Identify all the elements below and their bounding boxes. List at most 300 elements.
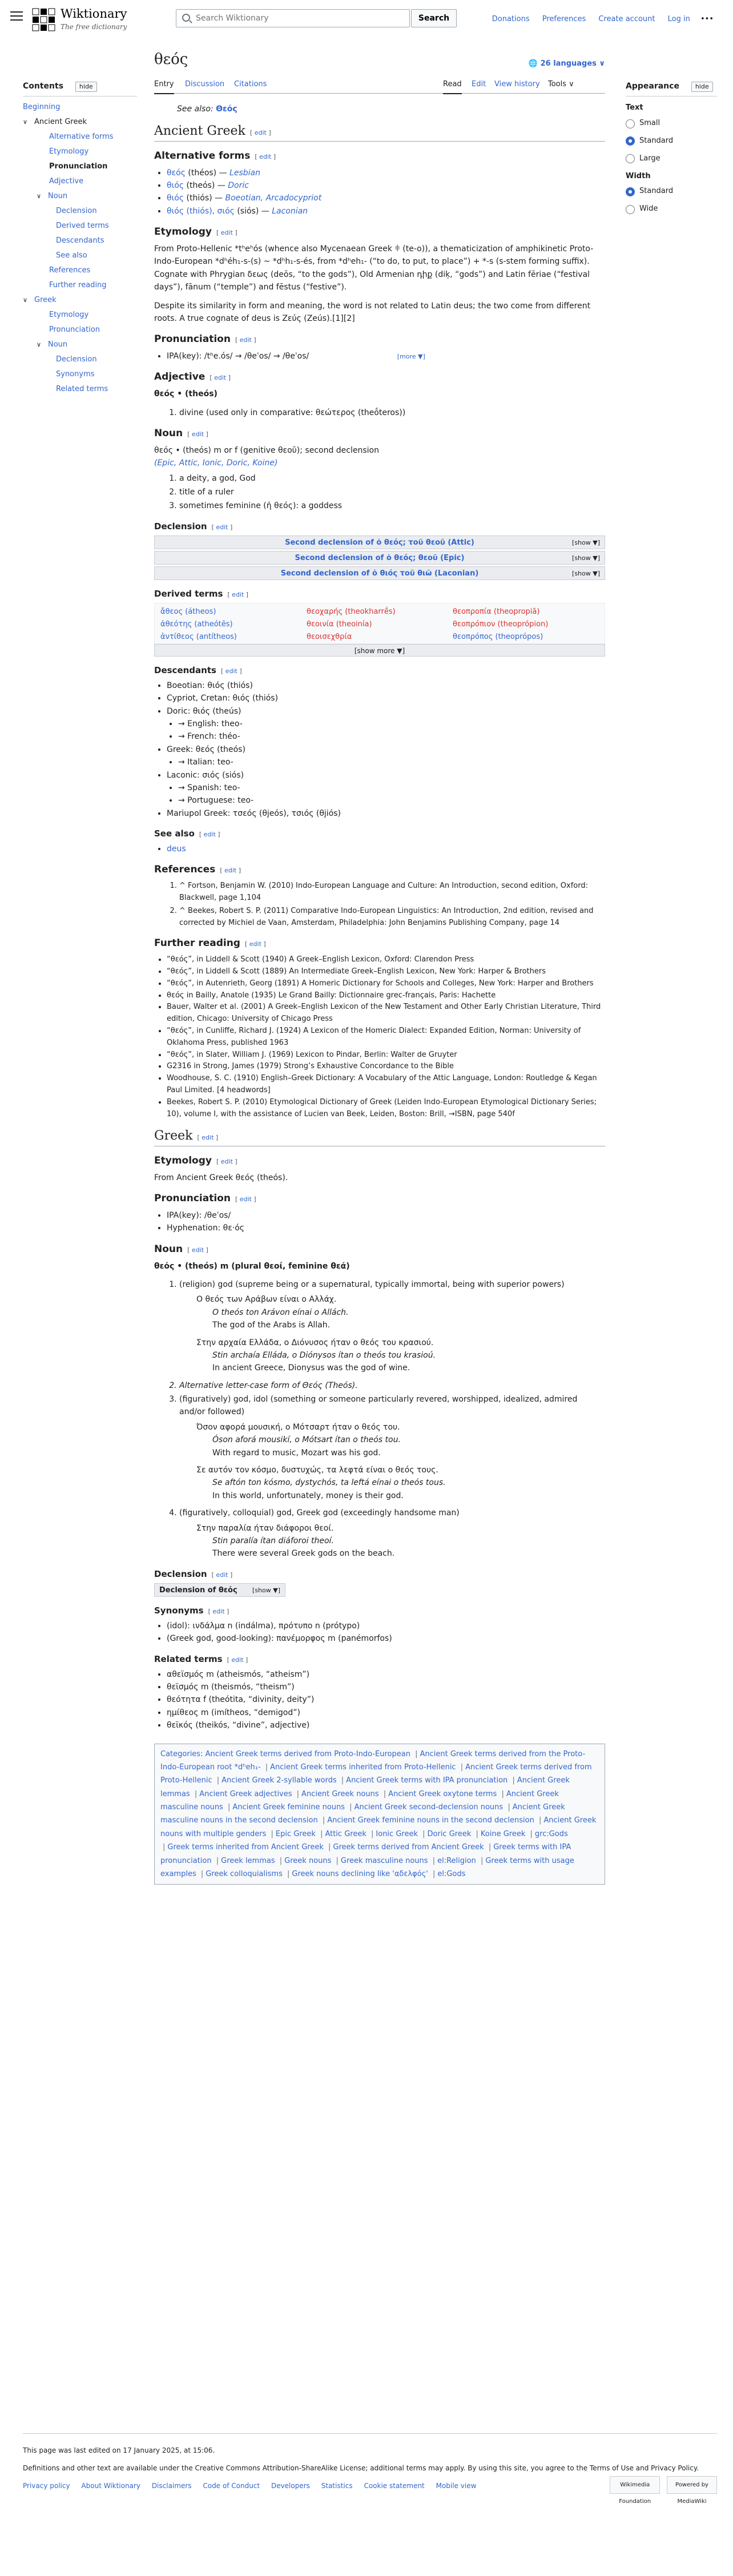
list-item: • ημίθεος m (imítheos, “demigod”)	[167, 1706, 605, 1719]
category-separator: |	[227, 1803, 231, 1812]
category-link[interactable]: Ancient Greek adjectives	[199, 1789, 292, 1798]
category-link[interactable]: Doric Greek	[427, 1829, 472, 1838]
tab-citations[interactable]: Citations	[234, 79, 267, 88]
list-item: • G2316 in Strong, James (1979) Strong’s Exhaustive Concordance to the Bible	[167, 1061, 605, 1073]
entry-body	[154, 94, 605, 1885]
synonyms-list	[167, 1620, 605, 1645]
category-link[interactable]: Ancient Greek terms derived from Proto-Hellenic	[160, 1762, 592, 1785]
search-icon	[182, 14, 190, 22]
category-separator: |	[296, 1789, 300, 1798]
list-item: • → Spanish: teo-	[178, 782, 605, 794]
edit-link[interactable]: [ edit ]	[235, 1196, 256, 1204]
footer-link[interactable]: Developers	[271, 2482, 310, 2490]
category-separator: |	[460, 1762, 464, 1772]
derived-terms-list	[154, 603, 605, 644]
text-size-large-option[interactable]	[626, 153, 717, 165]
usage-example: Στην παραλία ήταν διάφοροι θεοί. Stin paralía ítan diáforoi theoí. There were several Greek gods on the beach.	[196, 1523, 395, 1559]
edit-link[interactable]: [ edit ]	[210, 374, 231, 382]
site-wordmark[interactable]: Wiktionary	[61, 7, 127, 21]
category-link[interactable]: el:Gods	[437, 1870, 466, 1879]
toc-link-ancient-greek[interactable]: Ancient Greek	[34, 118, 87, 127]
footer-badges	[605, 2476, 717, 2506]
section-references: References [ edit ]	[154, 864, 241, 876]
category-separator: |	[216, 1856, 219, 1865]
footer-link[interactable]: Disclaimers	[151, 2482, 192, 2490]
category-separator: |	[415, 1749, 418, 1758]
edit-link[interactable]: [ edit ]	[227, 1656, 248, 1664]
list-item: • Greek: θεός (theós)	[167, 743, 605, 756]
etymology-paragraph: From Proto-Hellenic *tʰeʰós (whence also Mycenaean Greek 𐀳 (te-o)), a thematicization of amphikinetic Proto-Indo-European *dʰéh₁-s-(s) ~ *dʰh₁-s-és, from *dʰeh₁- (“to do, to put, to place”) + *-s (s-stem forming suffix). Cognate with Phrygian δεως (deōs, “to the gods”), Old Armenian դիք (diķ, “gods”) and Latin fēriae (“festival days”), fānum (“temple”) and fēstus (“festive”).	[154, 244, 594, 292]
section-greek-pronunciation: Pronunciation [ edit ]	[154, 1193, 256, 1205]
category-link[interactable]: Greek terms with IPA pronunciation	[160, 1843, 571, 1865]
text-size-label: Text	[626, 103, 643, 112]
section-greek-related-terms: Related terms [ edit ]	[154, 1653, 248, 1664]
section-noun: Noun [ edit ]	[154, 428, 208, 440]
section-greek-synonyms: Synonyms [ edit ]	[154, 1605, 229, 1616]
toc-link-noun[interactable]: Noun	[48, 192, 68, 201]
license-notice: Definitions and other text are available under the Creative Commons Attribution-ShareAlike License; additional terms may apply. By using this site, you agree to the Terms of Use and Privacy Policy.	[23, 2464, 699, 2473]
toc-item[interactable]	[23, 234, 137, 248]
toc-link-greek-declension[interactable]: Declension	[56, 355, 97, 364]
appearance-title: Appearance	[626, 82, 679, 91]
see-also-list	[167, 843, 605, 855]
descendants-list	[167, 679, 605, 820]
show-toggle[interactable]: [show ▼]	[572, 569, 600, 577]
list-item: • θεϊκός (theikós, “divine”, adjective)	[167, 1719, 605, 1732]
tools-label: Tools	[548, 79, 567, 88]
category-link[interactable]: Koine Greek	[480, 1829, 526, 1838]
usage-example: Ο θεός των Αράβων είναι ο Αλλάχ. O theós ton Arávon eínai o Allách. The god of the Arabs is Allah.	[196, 1295, 349, 1330]
category-link[interactable]: Greek colloquialisms	[206, 1870, 283, 1879]
pronunciation-list	[167, 350, 605, 363]
toc-item[interactable]	[23, 100, 137, 115]
list-item: • Boeotian: θιóς (thiós)	[167, 679, 605, 692]
section-derived-terms: Derived terms [ edit ]	[154, 588, 249, 599]
section-adjective: Adjective [ edit ]	[154, 371, 231, 383]
toc-hide-button[interactable]: hide	[75, 82, 97, 92]
toc-link-see-also[interactable]: See also	[56, 251, 87, 260]
edit-link[interactable]: [ edit ]	[208, 1607, 229, 1615]
toc-link-greek-synonyms[interactable]: Synonyms	[56, 370, 95, 379]
etymology-paragraph: From Ancient Greek θεός (theós).	[154, 1173, 288, 1182]
appearance-hide-button[interactable]: hide	[691, 82, 713, 92]
category-link[interactable]: Ancient Greek masculine nouns in the second declension	[160, 1803, 565, 1825]
category-link[interactable]: Ancient Greek nouns	[301, 1789, 379, 1798]
category-link[interactable]: Ancient Greek feminine nouns in the second declension	[327, 1816, 534, 1825]
category-link[interactable]: Greek terms derived from Ancient Greek	[333, 1843, 484, 1852]
radio-button-selected[interactable]	[626, 187, 635, 196]
edit-link[interactable]: [ edit ]	[216, 1158, 237, 1166]
radio-button[interactable]	[626, 119, 635, 128]
definition: 2. title of a ruler	[179, 486, 605, 498]
list-item[interactable]: θεοπρόπιον (theoprópion)	[453, 619, 549, 629]
footer-link[interactable]: Mobile view	[436, 2482, 477, 2490]
section-further-reading: Further reading [ edit ]	[154, 937, 266, 949]
list-item: • Mariupol Greek: τσεóς (θjeós), τσιóς (θjiós)	[167, 807, 605, 820]
definition: 3. sometimes feminine (ἡ θεός): a goddess	[179, 500, 605, 512]
toc-item[interactable]	[23, 130, 137, 144]
list-item: • Doric: θιóς (theús)	[167, 705, 605, 718]
section-greek-declension: Declension [ edit ]	[154, 1568, 233, 1579]
dialect-labels[interactable]: (Epic, Attic, Ionic, Doric, Koine)	[154, 458, 278, 468]
toc-item[interactable]	[23, 382, 137, 397]
tab-tools[interactable]: Tools ∨	[548, 79, 574, 88]
category-link[interactable]: Greek nouns	[284, 1856, 332, 1865]
toc-link-greek-related-terms[interactable]: Related terms	[56, 385, 108, 394]
edit-link[interactable]: [ edit ]	[244, 940, 266, 948]
edit-link[interactable]: [ edit ]	[216, 229, 237, 237]
list-item[interactable]: θεοπρóπος (theoprópos)	[453, 632, 543, 641]
list-item: • θεϊσμός m (theismós, “theism”)	[167, 1681, 605, 1693]
definition: 1. a deity, a god, God	[179, 472, 605, 485]
tab-discussion[interactable]: Discussion	[185, 79, 225, 88]
list-item[interactable]: θεοινία (theoinía)	[307, 619, 372, 629]
category-separator: |	[432, 1856, 436, 1865]
category-link[interactable]: Ancient Greek oxytone terms	[388, 1789, 497, 1798]
definition: 1. (religion) god (supreme being or a supernatural, typically immortal, being with superior powers) Ο θεός των Αράβων είναι ο Αλλάχ. O theós ton Arávon eínai o Allách. The god of the Arabs is Allah. Στην αρχαία Ελλάδα, ο Διόνυσος ήταν ο θεός του κρασιού. Stin archaía Elláda, o Diónysos ítan o theós tou krasioú. In ancient Greece, Dionysus was the god of wine.	[179, 1278, 605, 1375]
radio-button-selected[interactable]	[626, 136, 635, 146]
reference: 2. ^ Beekes, Robert S. P. (2011) Comparative Indo-European Linguistics: An Introduction, 2nd edition, revised and corrected by Michiel de Vaan, Amsterdam, Philadelphia: John Benjamins Publishing Company, page 14	[179, 905, 605, 929]
usage-example: Σε αυτόν τον κόσμο, δυστυχώς, τα λεφτά είναι ο θεός τους. Se aftón ton kósmo, dystychós, ta leftá eínai o theós tous. In this world, unfortunately, money is their god.	[196, 1466, 446, 1500]
create-account-link[interactable]: Create account	[598, 15, 655, 23]
edit-link[interactable]: [ edit ]	[227, 590, 249, 598]
list-item: • (Greek god, good-looking): πανέμορφος m (panémorfos)	[167, 1632, 605, 1645]
category-separator: |	[194, 1789, 198, 1798]
user-menu-icon[interactable]: •••	[700, 15, 714, 23]
see-also-link[interactable]: Θεός	[216, 104, 237, 114]
donations-link[interactable]: Donations	[492, 15, 530, 23]
show-toggle[interactable]: [show ▼]	[252, 1586, 280, 1594]
chevron-down-icon[interactable]: ∨	[37, 341, 42, 349]
preferences-link[interactable]: Preferences	[542, 15, 586, 23]
category-separator: |	[287, 1870, 290, 1879]
usage-example: Όσον αφορά μουσική, ο Μότσαρτ ήταν ο θεός του. Óson aforá mousikí, o Mótsart ítan o theós tou. With regard to music, Mozart was his god.	[196, 1422, 401, 1458]
translate-icon: 🌐	[528, 59, 541, 68]
log-in-link[interactable]: Log in	[667, 15, 690, 23]
list-item: • “θεός”, in Cunliffe, Richard J. (1924) A Lexicon of the Homeric Dialect: Expanded Edition, Norman: University of Oklahoma Press, published 1963	[167, 1025, 605, 1049]
appearance-panel	[626, 80, 717, 221]
declension-table-toggle[interactable]: Second declension of ὁ θεός; τοῦ θεοῦ (Attic) [show ▼]	[154, 536, 605, 549]
toc-link-greek-noun[interactable]: Noun	[48, 340, 68, 349]
usage-example: Στην αρχαία Ελλάδα, ο Διόνυσος ήταν ο θεός του κρασιού. Stin archaía Elláda, o Diónysos ítan o theós tou krasioú. In ancient Greece, Dionysus was the god of wine.	[196, 1338, 436, 1373]
toc-item[interactable]	[23, 144, 137, 159]
option-label: Standard	[639, 136, 674, 145]
declension-table-toggle[interactable]: Second declension of ὁ θεός; θεοῦ (Epic) [show ▼]	[154, 551, 605, 565]
search-input[interactable]	[196, 12, 401, 25]
category-link[interactable]: Ancient Greek nouns with multiple genders	[160, 1816, 597, 1838]
toc-link-pronunciation[interactable]: Pronunciation	[49, 162, 108, 171]
toc-item[interactable]	[23, 115, 137, 130]
category-separator: |	[336, 1856, 339, 1865]
definition: 4. (figuratively, colloquial) god, Greek god (exceedingly handsome man) Στην παραλία ήταν διάφοροι θεοί. Stin paralía ítan diáforoi theoí. There were several Greek gods on the beach.	[179, 1507, 605, 1560]
section-alternative-forms: Alternative forms [ edit ]	[154, 150, 276, 162]
edit-link[interactable]: [ edit ]	[255, 152, 276, 160]
toc-header	[23, 80, 137, 96]
section-see-also: See also [ edit ]	[154, 828, 220, 839]
languages-count: 26 languages	[540, 59, 597, 68]
headword-line: θεός • (theós) m or f (genitive θεοῦ); second declension (Epic, Attic, Ionic, Doric, Koine)	[154, 445, 379, 468]
list-item: • θεότητα f (theótita, “divinity, deity”)	[167, 1693, 605, 1706]
edit-link[interactable]: [ edit ]	[199, 831, 220, 839]
toc-link-alternative-forms[interactable]: Alternative forms	[49, 132, 114, 142]
text-size-standard-option[interactable]	[626, 135, 717, 147]
definition: 3. (figuratively) god, idol (something or someone particularly revered, worshipped, idealized, admired and/or followed) Όσον αφορά μουσική, ο Μότσαρτ ήταν ο θεός του. Óson aforá mousikí, o Mótsart ítan o theós tou. With regard to music, Mozart was his god. Σε αυτόν τον κόσμο, δυστυχώς, τα λεφτά είναι ο θεός τους. Se aftón ton kósmo, dystychós, ta leftá eínai o theós tous. In this world, unfortunately, money is their god.	[179, 1393, 605, 1502]
declension-table-toggle[interactable]: Second declension of ὁ θιóς τοῦ θιῶ (Laconian) [show ▼]	[154, 566, 605, 580]
section-greek-etymology: Etymology [ edit ]	[154, 1155, 237, 1167]
option-label: Wide	[639, 204, 658, 214]
etymology-paragraph-2: Despite its similarity in form and meaning, the word is not related to Latin deus; the two come from different roots. A true cognate of deus is Ζεύς (Zeús).[1][2]	[154, 301, 591, 323]
tab-view-history[interactable]: View history	[494, 79, 540, 88]
footer-link[interactable]: Privacy policy	[23, 2482, 70, 2490]
wiktionary-logo-icon[interactable]	[31, 7, 57, 33]
list-item: • θιός (thiós), σιός (siós) — Laconian	[167, 205, 605, 218]
category-separator: |	[476, 1829, 478, 1838]
category-separator: |	[530, 1829, 533, 1838]
toc-link-descendants[interactable]: Descendants	[56, 236, 104, 245]
footer-link[interactable]: Statistics	[321, 2482, 353, 2490]
list-item[interactable]: θεοχαρής (theokharrḗs)	[307, 607, 396, 616]
category-separator: |	[422, 1829, 425, 1838]
toc-link-derived-terms[interactable]: Derived terms	[56, 222, 109, 231]
toc-item[interactable]	[23, 367, 137, 382]
section-greek: Greek [ edit ]	[154, 1128, 605, 1146]
list-item: • αθεϊσμός m (atheismós, “atheism”)	[167, 1668, 605, 1681]
list-item[interactable]: θεοπροπία (theopropiā)	[453, 607, 540, 616]
chevron-down-icon[interactable]: ∨	[23, 118, 28, 126]
list-item: • θιός (thiós) — Boeotian, Arcadocypriot	[167, 192, 605, 204]
table-of-contents	[23, 80, 137, 397]
category-link[interactable]: grc:Gods	[534, 1829, 568, 1838]
category-link[interactable]: Ancient Greek masculine nouns	[160, 1789, 559, 1812]
category-link[interactable]: Epic Greek	[275, 1829, 316, 1838]
toc-link-greek-pronunciation[interactable]: Pronunciation	[49, 325, 100, 335]
page-footer	[23, 2433, 717, 2505]
chevron-down-icon[interactable]: ∨	[37, 192, 42, 200]
category-separator: |	[371, 1829, 374, 1838]
list-item: • Cypriot, Cretan: θιóς (thiós)	[167, 692, 605, 705]
toc-link-further-reading[interactable]: Further reading	[49, 281, 107, 290]
category-separator: |	[383, 1789, 386, 1798]
category-separator: |	[538, 1816, 542, 1825]
footer-link[interactable]: Code of Conduct	[203, 2482, 260, 2490]
category-separator: |	[163, 1843, 166, 1852]
toc-item[interactable]	[23, 248, 137, 263]
search-button[interactable]: Search	[411, 9, 457, 27]
footer-link[interactable]: About Wiktionary	[81, 2482, 140, 2490]
page-title: θεός	[154, 51, 188, 68]
section-pronunciation: Pronunciation [ edit ]	[154, 333, 256, 345]
edit-link[interactable]: [ edit ]	[187, 1246, 208, 1254]
list-item: • Bauer, Walter et al. (2001) A Greek–English Lexicon of the New Testament and Other Early Christian Literature, Third edition, Chicago: University of Chicago Press	[167, 1001, 605, 1025]
text-size-small-option[interactable]	[626, 118, 717, 130]
section-descendants: Descendants [ edit ]	[154, 665, 242, 675]
mediawiki-badge[interactable]: Powered by MediaWiki	[667, 2476, 717, 2494]
tab-read[interactable]: Read	[443, 79, 462, 94]
toc-link-etymology[interactable]: Etymology	[49, 147, 89, 156]
toc-link-adjective[interactable]: Adjective	[49, 177, 84, 186]
category-link[interactable]: Greek lemmas	[221, 1856, 275, 1865]
heading-text: Ancient Greek	[154, 124, 245, 139]
list-item: • θιός (theós) — Doric	[167, 179, 605, 192]
reference: 1. ^ Fortson, Benjamin W. (2010) Indo-European Language and Culture: An Introduction, second edition, Oxford: Blackwell, page 1,104	[179, 880, 605, 904]
headword-line: θεóς • (theós)	[154, 389, 218, 399]
category-link[interactable]: Greek masculine nouns	[340, 1856, 428, 1865]
pronunciation-list	[167, 1209, 605, 1235]
footer-link[interactable]: Cookie statement	[364, 2482, 425, 2490]
see-also-hatnote	[177, 103, 605, 115]
section-etymology: Etymology [ edit ]	[154, 226, 237, 238]
list-item: • → Portuguese: teo-	[178, 794, 605, 807]
page-tabs	[154, 74, 605, 94]
site-header	[0, 0, 733, 37]
width-label: Width	[626, 171, 651, 180]
list-item: • Beekes, Robert S. P. (2010) Etymological Dictionary of Greek (Leiden Indo-European Etymological Dictionary Series; 10), volume I, with the assistance of Lucien van Beek, Leiden, Boston: Brill, →ISBN, page 540f	[167, 1097, 605, 1121]
list-item: • deus	[167, 843, 605, 855]
definition-list	[179, 1278, 605, 1560]
categories-label[interactable]: Categories:	[160, 1749, 203, 1758]
category-separator: |	[279, 1856, 283, 1865]
toc-item[interactable]	[23, 189, 137, 204]
toc-item[interactable]	[23, 308, 137, 323]
edit-link[interactable]: [ edit ]	[187, 430, 208, 438]
list-item: • Woodhouse, S. C. (1910) English–Greek Dictionary: A Vocabulary of the Attic Language, London: Routledge & Kegan Paul Limited. [4 headwords]	[167, 1073, 605, 1097]
option-label: Standard	[639, 187, 674, 196]
edit-link[interactable]: [ edit ]	[249, 129, 271, 137]
category-separator: |	[341, 1776, 344, 1785]
declension-table-toggle[interactable]: Declension of θεός [show ▼]	[154, 1583, 285, 1597]
category-separator: |	[320, 1829, 323, 1838]
toc-link-declension[interactable]: Declension	[56, 207, 97, 216]
show-more-button[interactable]: [show more ▼]	[154, 644, 605, 657]
categories-box	[154, 1744, 605, 1885]
category-link[interactable]: el:Religion	[437, 1856, 476, 1865]
wikimedia-badge[interactable]: Wikimedia Foundation	[610, 2476, 660, 2494]
category-separator: |	[488, 1843, 492, 1852]
list-item: • Hyphenation: θε·ός	[167, 1222, 605, 1234]
list-item: • IPA(key): /θeˈos/	[167, 1209, 605, 1222]
width-wide-option[interactable]	[626, 203, 717, 215]
category-separator: |	[216, 1776, 220, 1785]
category-link[interactable]: Ancient Greek terms with IPA pronunciation	[346, 1776, 508, 1785]
list-item: • IPA(key): /tʰe.ós/ → /θeˈos/ → /θeˈos/ [more ▼]	[167, 350, 605, 363]
category-separator: |	[501, 1789, 504, 1798]
category-link[interactable]: Ancient Greek 2-syllable words	[221, 1776, 337, 1785]
option-label: Large	[639, 154, 660, 163]
category-link[interactable]: Greek terms inherited from Ancient Greek	[167, 1843, 324, 1852]
toc-link-greek-etymology[interactable]: Etymology	[49, 311, 89, 320]
references-list	[179, 880, 605, 929]
search-box[interactable]	[176, 9, 410, 27]
edit-link[interactable]: [ edit ]	[235, 336, 256, 344]
definition-list	[179, 472, 605, 513]
user-links	[482, 14, 714, 26]
related-terms-list	[167, 1668, 605, 1732]
definition: 2. Alternative letter-case form of Θεός (Theós).	[179, 1379, 605, 1392]
list-item[interactable]: ἀντίθεος (antítheos)	[160, 632, 237, 641]
category-separator: |	[349, 1803, 352, 1812]
category-link[interactable]: Ancient Greek terms inherited from Proto-Hellenic	[270, 1762, 456, 1772]
list-item[interactable]: ἀθεóτης (atheótēs)	[160, 619, 233, 629]
category-link[interactable]: Attic Greek	[325, 1829, 366, 1838]
main-menu-icon[interactable]	[10, 11, 23, 22]
category-link[interactable]: Ancient Greek terms derived from Proto-Indo-European	[205, 1749, 410, 1758]
headword-line: θεός • (theós) m (plural θεοί, feminine θεά)	[154, 1261, 350, 1271]
list-item: • “θεός”, in Liddell & Scott (1940) A Greek–English Lexicon, Oxford: Clarendon Press	[167, 954, 605, 966]
category-separator: |	[480, 1856, 484, 1865]
tab-edit[interactable]: Edit	[472, 79, 486, 88]
category-link[interactable]: Ionic Greek	[376, 1829, 418, 1838]
chevron-down-icon[interactable]: ∨	[23, 296, 28, 304]
pronunciation-more-toggle[interactable]: [more ▼]	[397, 353, 425, 361]
edit-link[interactable]: [ edit ]	[220, 867, 241, 875]
languages-button[interactable]: 🌐 26 languages ∨	[528, 59, 605, 68]
category-separator: |	[508, 1803, 510, 1812]
category-link[interactable]: Ancient Greek feminine nouns	[232, 1803, 345, 1812]
tab-entry[interactable]: Entry	[154, 79, 174, 94]
category-separator: |	[512, 1776, 515, 1785]
category-separator: |	[328, 1843, 331, 1852]
show-toggle[interactable]: [show ▼]	[572, 554, 600, 562]
category-separator: |	[271, 1829, 273, 1838]
category-link[interactable]: Ancient Greek terms derived from the Proto-Indo-European root *dʰeh₁-	[160, 1749, 586, 1772]
list-item[interactable]: ἄθεος (átheos)	[160, 607, 216, 616]
definition: 1. divine (used only in comparative: θεώτερος (theṓteros))	[179, 406, 605, 419]
list-item: • “θεός”, in Autenrieth, Georg (1891) A Homeric Dictionary for Schools and Colleges, New York: Harper and Brothers	[167, 978, 605, 990]
toc-link-beginning[interactable]: Beginning	[23, 103, 61, 112]
show-toggle[interactable]: [show ▼]	[572, 538, 600, 546]
category-separator: |	[200, 1870, 204, 1879]
edit-link[interactable]: [ edit ]	[211, 1571, 233, 1579]
edit-link[interactable]: [ edit ]	[197, 1134, 219, 1142]
toc-item[interactable]	[23, 278, 137, 293]
hatnote-label: See also:	[177, 104, 214, 114]
radio-button[interactable]	[626, 205, 635, 214]
toc-item[interactable]	[23, 263, 137, 278]
appearance-header	[626, 80, 717, 96]
toc-item[interactable]	[23, 219, 137, 234]
category-separator: |	[265, 1762, 268, 1772]
list-item: • “θεός”, in Slater, William J. (1969) Lexicon to Pindar, Berlin: Walter de Gruyter	[167, 1049, 605, 1061]
toc-item[interactable]	[23, 337, 137, 352]
toc-item[interactable]	[23, 293, 137, 308]
width-standard-option[interactable]	[626, 186, 717, 198]
toc-title: Contents	[23, 82, 64, 91]
list-item: • → Italian: teo-	[178, 756, 605, 768]
toc-item[interactable]	[23, 352, 137, 367]
categories-list	[160, 1750, 596, 1879]
radio-button[interactable]	[626, 154, 635, 163]
toc-item[interactable]	[23, 174, 137, 189]
category-separator: |	[322, 1816, 325, 1825]
category-link[interactable]: Ancient Greek second-declension nouns	[354, 1803, 504, 1812]
section-declension: Declension [ edit ]	[154, 521, 233, 532]
toc-item[interactable]	[23, 204, 137, 219]
section-greek-noun: Noun [ edit ]	[154, 1243, 208, 1255]
edit-link[interactable]: [ edit ]	[211, 523, 233, 531]
list-item: • θεός (théos) — Lesbian	[167, 167, 605, 179]
list-item[interactable]: θεοισεχθρία	[307, 632, 352, 641]
toc-item[interactable]	[23, 159, 137, 174]
edit-link[interactable]: [ edit ]	[220, 667, 242, 675]
toc-item[interactable]	[23, 323, 137, 337]
last-edited: This page was last edited on 17 January 2025, at 15:06.	[23, 2446, 215, 2454]
category-link[interactable]: Greek terms with usage examples	[160, 1856, 574, 1879]
category-link[interactable]: Greek nouns declining like 'αδελφός'	[292, 1870, 428, 1879]
toc-link-greek[interactable]: Greek	[34, 296, 57, 305]
toc-link-references[interactable]: References	[49, 266, 91, 275]
list-item: • → English: theo-	[178, 718, 605, 730]
category-link[interactable]: Ancient Greek lemmas	[160, 1776, 570, 1798]
